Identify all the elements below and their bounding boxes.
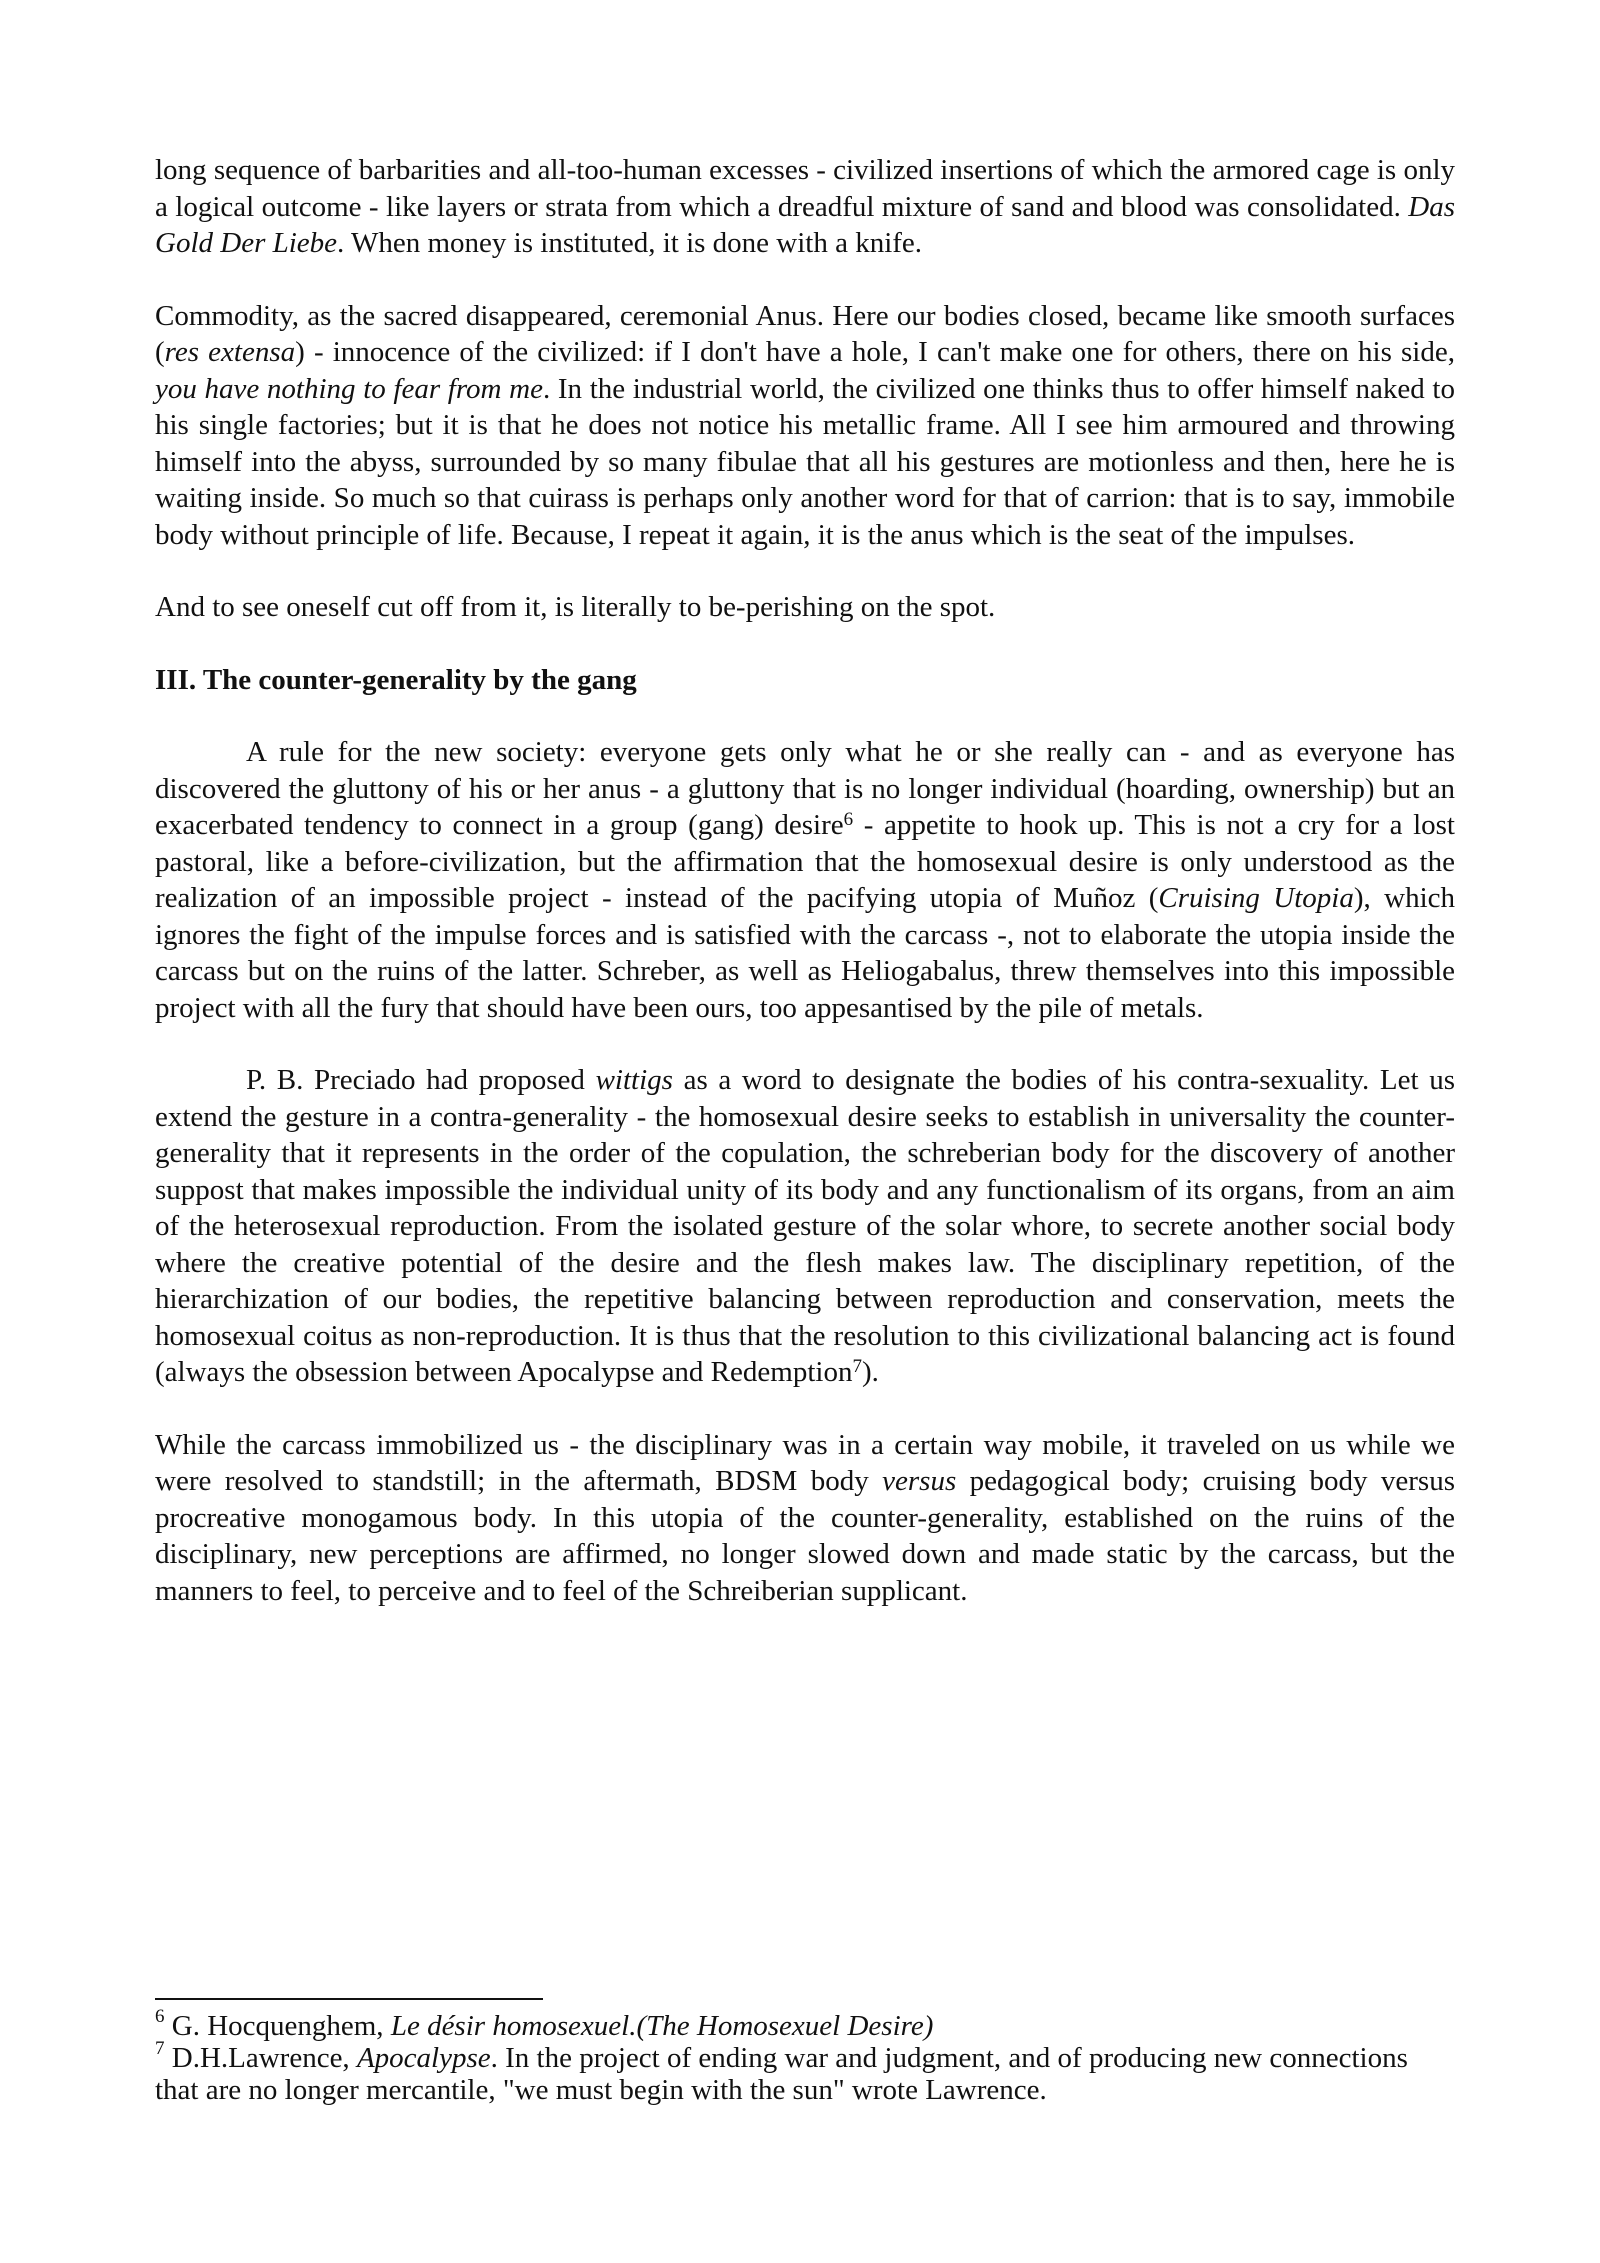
paragraph-5-text-a: P. B. Preciado had proposed	[246, 1064, 596, 1096]
footnote-ref-7: 7	[852, 1356, 862, 1378]
footnote-7	[155, 2038, 1455, 2106]
paragraph-2-text-b: ) - innocence of the civilized: if I don't have a hole, I can't make one for others, there on his side,	[295, 336, 1455, 368]
footnote-italic: Apocalypse	[356, 2042, 491, 2074]
paragraph-2-italic-nothing-to-fear: you have nothing to fear from me	[155, 372, 543, 405]
paragraph-6-text-a: While the carcass immobilized us - the disciplinary was in a certain way mobile, it traveled on us while we were resolved to standstill; in the aftermath, BDSM body	[155, 1428, 1455, 1497]
paragraph-4-text-c: ), which ignores the fight of the impulse forces and is satisfied with the carcass -, not to elaborate the utopia inside the carcass but on the ruins of the latter. Schreber, as well as Heliogabalus, threw themselves into this impossible project with all the fury that should have been ours, too appesantised by the pile of metals.	[155, 882, 1456, 1024]
footnote-ref-6: 6	[843, 809, 854, 831]
paragraph-3: And to see oneself cut off from it, is literally to be-perishing on the spot.	[155, 591, 996, 623]
page-body	[155, 152, 1455, 1645]
footnote-text: G. Hocquenghem,	[164, 2010, 391, 2042]
paragraph-6-text-b: pedagogical body; cruising body versus procreative monogamous body. In this utopia of the counter-generality, established on the ruins of the disciplinary, new perceptions are affirmed, no longer slowed down and made static by the carcass, but the manners to feel, to perceive and to feel of the Schreiberian supplicant.	[155, 1465, 1456, 1607]
paragraph-1	[155, 152, 1455, 262]
paragraph-4-italic-cruising-utopia: Cruising Utopia	[1158, 882, 1354, 914]
paragraph-5-text-c: ).	[861, 1356, 879, 1388]
paragraph-4-text-b: - appetite to hook up. This is not a cry for a lost pastoral, like a before-civilization, but the affirmation that the homosexual desire is only understood as the realization of an impossible project - instead of the pacifying utopia of Muñoz (	[155, 809, 1455, 914]
paragraph-4	[155, 734, 1455, 1026]
paragraph-2-italic-res-extensa: res extensa	[164, 336, 296, 368]
footnotes	[155, 1998, 1455, 2106]
paragraph-2-text-a: Commodity, as the sacred disappeared, ceremonial Anus. Here our bodies closed, became like smooth surfaces (	[155, 299, 1455, 368]
paragraph-5	[155, 1062, 1455, 1391]
paragraph-5-italic-wittigs: wittigs	[595, 1064, 673, 1096]
paragraph-5-text-b: as a word to designate the bodies of his contra-sexuality. Let us extend the gesture in a contra-generality - the homosexual desire seeks to establish in universality the counter-generality that it represents in the order of the copulation, the schreberian body for the discovery of another suppost that makes impossible the individual unity of its body and any functionalism of its organs, from an aim of the heterosexual reproduction. From the isolated gesture of the solar whore, to secrete another social body where the creative potential of the desire and the flesh makes law. The disciplinary repetition, of the hierarchization of our bodies, the repetitive balancing between reproduction and conservation, meets the homosexual coitus as non-reproduction. It is thus that the resolution to this civilizational balancing act is found (always the obsession between Apocalypse and Redemption	[155, 1064, 1455, 1388]
footnote-number: 6	[155, 2006, 165, 2028]
footnote-text: D.H.Lawrence,	[164, 2042, 357, 2074]
paragraph-6-italic-versus: versus	[882, 1465, 957, 1497]
paragraph-6	[155, 1427, 1455, 1610]
paragraph-1-text-a: long sequence of barbarities and all-too-human excesses - civilized insertions of which the armored cage is only a logical outcome - like layers or strata from which a dreadful mixture of sand and blood was consolidated.	[155, 154, 1455, 223]
footnote-number: 7	[155, 2038, 165, 2060]
paragraph-2-text-c: . In the industrial world, the civilized one thinks thus to offer himself naked to his single factories; but it is that he does not notice his metallic frame. All I see him armoured and throwing himself into the abyss, surrounded by so many fibulae that all his gestures are motionless and then, here he is waiting inside. So much so that cuirass is perhaps only another word for that of carrion: that is to say, immobile body without principle of life. Because, I repeat it again, it is the anus which is the seat of the impulses.	[155, 372, 1455, 551]
footnote-6	[155, 2006, 1455, 2042]
footnote-separator	[155, 1998, 543, 2000]
paragraph-1-text-b: . When money is instituted, it is done with a knife.	[337, 227, 923, 259]
section-heading: III. The counter-generality by the gang	[155, 663, 637, 696]
paragraph-1-italic-das-gold: Das Gold Der Liebe	[155, 190, 1455, 259]
paragraph-2	[155, 298, 1455, 554]
footnote-text-tail: . In the project of ending war and judgment, and of producing new connections that are no longer mercantile, "we must begin with the sun" wrote Lawrence.	[155, 2042, 1408, 2106]
footnote-italic: Le désir homosexuel.(The Homosexuel Desire)	[390, 2010, 934, 2042]
paragraph-4-text-a: A rule for the new society: everyone gets only what he or she really can - and as everyone has discovered the gluttony of his or her anus - a gluttony that is no longer individual (hoarding, ownership) but an exacerbated tendency to connect in a group (gang) desire	[155, 736, 1455, 841]
